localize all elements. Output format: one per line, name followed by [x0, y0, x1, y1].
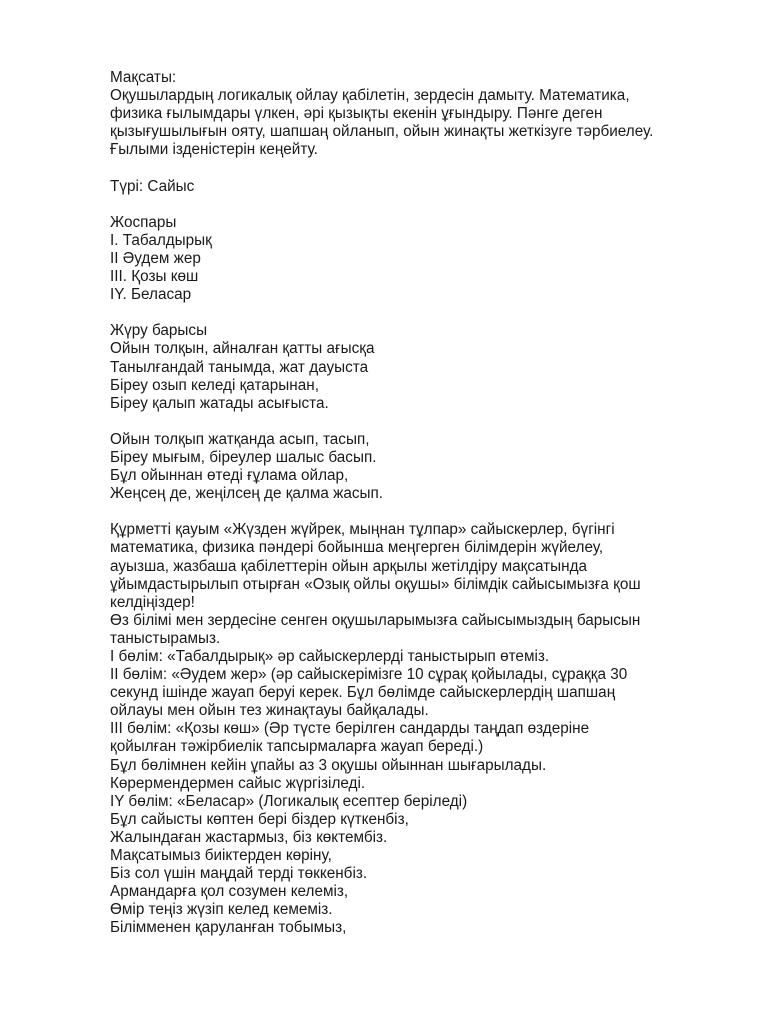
goal-section: [110, 69, 750, 159]
body-line: ауызша, жазбаша қабілеттерін ойын арқылы жетілдіру мақсатында: [110, 557, 588, 575]
paragraph-gap: [110, 159, 750, 177]
body-line: Мақсатымыз биіктерден көріну,: [110, 847, 332, 865]
body-line: III бөлім: «Қозы көш» (Әр түсте берілген сандарды таңдап өздеріне: [110, 720, 590, 738]
progress-section: [110, 322, 750, 412]
goal-line: физика ғылымдары үлкен, әрі қызықты екенін ұғындыру. Пәнге деген: [110, 105, 603, 123]
document-page: [110, 69, 750, 938]
type-line: Түрі: Сайыс: [110, 177, 195, 195]
body-line: ұйымдастырылып отырған «Озық ойлы оқушы» білімдік сайысымызға қош: [110, 575, 641, 593]
body-line: Өмір теңіз жүзіп келед кемеміз.: [110, 901, 333, 919]
body-line: Біз сол үшін маңдай терді төккенбіз.: [110, 865, 368, 883]
plan-item: I. Табалдырық: [110, 231, 212, 249]
paragraph-gap: [110, 413, 750, 431]
goal-line: Ғылыми ізденістерін кеңейту.: [110, 141, 318, 159]
body-line: Армандарға қол созумен келеміз,: [110, 883, 349, 901]
body-line: IY бөлім: «Беласар» (Логикалық есептер беріледі): [110, 792, 468, 810]
plan-item: II Әудем жер: [110, 249, 201, 267]
body-line: математика, физика пәндері бойынша меңгерген білімдерін жүйелеу,: [110, 539, 604, 557]
body-line: I бөлім: «Табалдырық» әр сайыскерлерді таныстырып өтеміз.: [110, 648, 550, 665]
body-line: Жалындаған жастармыз, біз көктембіз.: [110, 828, 388, 846]
body-line: II бөлім: «Әудем жер» (әр сайыскерімізге 10 сұрақ қойылады, сұраққа 30: [110, 666, 628, 684]
body-line: таныстырамыз.: [110, 629, 221, 647]
body-line: Білімменен қаруланған тобымыз,: [110, 919, 347, 937]
plan-heading: Жоспары: [110, 213, 177, 231]
body-line: Бұл сайысты көптен бері біздер күткенбіз,: [110, 810, 409, 828]
body-line: ойлауы мен ойын тез жинақтауы байқалады.: [110, 702, 429, 720]
body-line: қойылған тәжірбиелік тапсырмаларға жауап береді.): [110, 738, 484, 756]
plan-item: III. Қозы көш: [110, 268, 199, 286]
paragraph-gap: [110, 503, 750, 521]
verse-line: Бұл ойыннан өтеді ғұлама ойлар,: [110, 467, 349, 485]
body-section: [110, 521, 750, 937]
goal-heading: Мақсаты:: [110, 69, 177, 86]
verse-line: Жеңсең де, жеңілсең де қалма жасып.: [110, 485, 384, 503]
type-section: [110, 178, 750, 196]
verse-line: Ойын толқын, айналған қатты ағысқа: [110, 340, 375, 358]
plan-item: IY. Беласар: [110, 286, 192, 304]
paragraph-gap: [110, 304, 750, 322]
goal-line: қызығушылығын ояту, шапшаң ойланып, ойын жинақты жеткізуге тәрбиелеу.: [110, 123, 654, 141]
goal-line: Оқушылардың логикалық ойлау қабілетін, зердесін дамыту. Математика,: [110, 87, 630, 105]
progress-heading: Жүру барысы: [110, 322, 208, 340]
verse-line: Біреу мығым, біреулер шалыс басып.: [110, 448, 377, 466]
body-line: Құрметті қауым «Жүзден жүйрек, мыңнан тұлпар» сайыскерлер, бүгінгі: [110, 521, 615, 539]
plan-section: [110, 214, 750, 304]
verse-line: Біреу қалып жатады асығыста.: [110, 394, 329, 412]
body-line: келдіңіздер!: [110, 593, 195, 611]
paragraph-gap: [110, 196, 750, 214]
body-line: секунд ішінде жауап беруі керек. Бұл бөлімде сайыскерлердің шапшаң: [110, 684, 616, 702]
verse-line: Біреу озып келеді қатарынан,: [110, 376, 319, 394]
verse-two: [110, 431, 750, 503]
verse-line: Танылғандай танымда, жат дауыста: [110, 358, 369, 376]
verse-line: Ойын толқып жатқанда асып, тасып,: [110, 430, 370, 448]
body-line: Көрермендермен сайыс жүргізіледі.: [110, 774, 366, 792]
body-line: Өз білімі мен зердесіне сенген оқушыларымызға сайысымыздың барысын: [110, 611, 641, 629]
body-line: Бұл бөлімнен кейін ұпайы аз 3 оқушы ойыннан шығарылады.: [110, 756, 547, 774]
